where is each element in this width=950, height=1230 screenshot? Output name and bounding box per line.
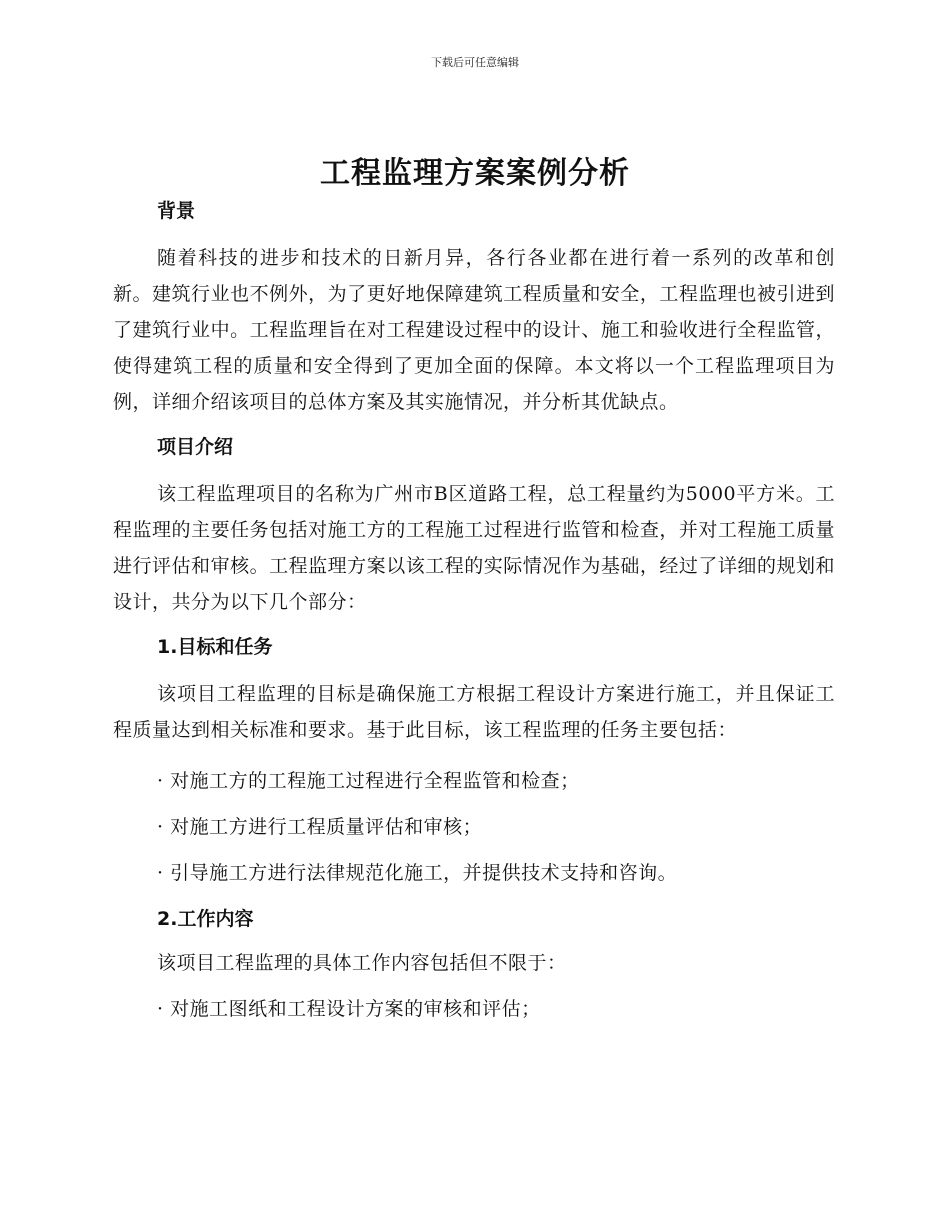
list-item: · 对施工方的工程施工过程进行全程监管和检查； <box>157 770 580 792</box>
document-body <box>113 196 835 1040</box>
paragraph-goals: 该项目工程监理的目标是确保施工方根据工程设计方案进行施工，并且保证工程质量达到相关标准和要求。基于此目标，该工程监理的任务主要包括： <box>113 683 835 741</box>
paragraph-background: 随着科技的进步和技术的日新月异，各行各业都在进行着一系列的改革和创新。建筑行业也不例外，为了更好地保障建筑工程质量和安全，工程监理也被引进到了建筑行业中。工程监理旨在对工程建设过程中的设计、施工和验收进行全程监管，使得建筑工程的质量和安全得到了更加全面的保障。本文将以一个工程监理项目为例，详细介绍该项目的总体方案及其实施情况，并分析其优缺点。 <box>113 247 835 413</box>
paragraph-project-intro: 该工程监理项目的名称为广州市B区道路工程，总工程量约为5000平方米。工程监理的主要任务包括对施工方的工程施工过程进行监管和检查，并对工程施工质量进行评估和审核。工程监理方案以该工程的实际情况作为基础，经过了详细的规划和设计，共分为以下几个部分： <box>113 483 835 613</box>
list-item: · 对施工图纸和工程设计方案的审核和评估； <box>157 998 541 1020</box>
list-item: · 对施工方进行工程质量评估和审核； <box>157 816 483 838</box>
paragraph-work-intro: 该项目工程监理的具体工作内容包括但不限于： <box>157 952 567 974</box>
section-heading-background: 背景 <box>157 200 196 222</box>
section-heading-goals: 1.目标和任务 <box>157 636 273 658</box>
section-heading-work: 2.工作内容 <box>157 908 254 930</box>
section-heading-project-intro: 项目介绍 <box>157 436 234 458</box>
document-title: 工程监理方案案例分析 <box>320 156 630 191</box>
list-item: · 引导施工方进行法律规范化施工，并提供技术支持和咨询。 <box>157 862 678 884</box>
header-note: 下载后可任意编辑 <box>431 56 519 69</box>
